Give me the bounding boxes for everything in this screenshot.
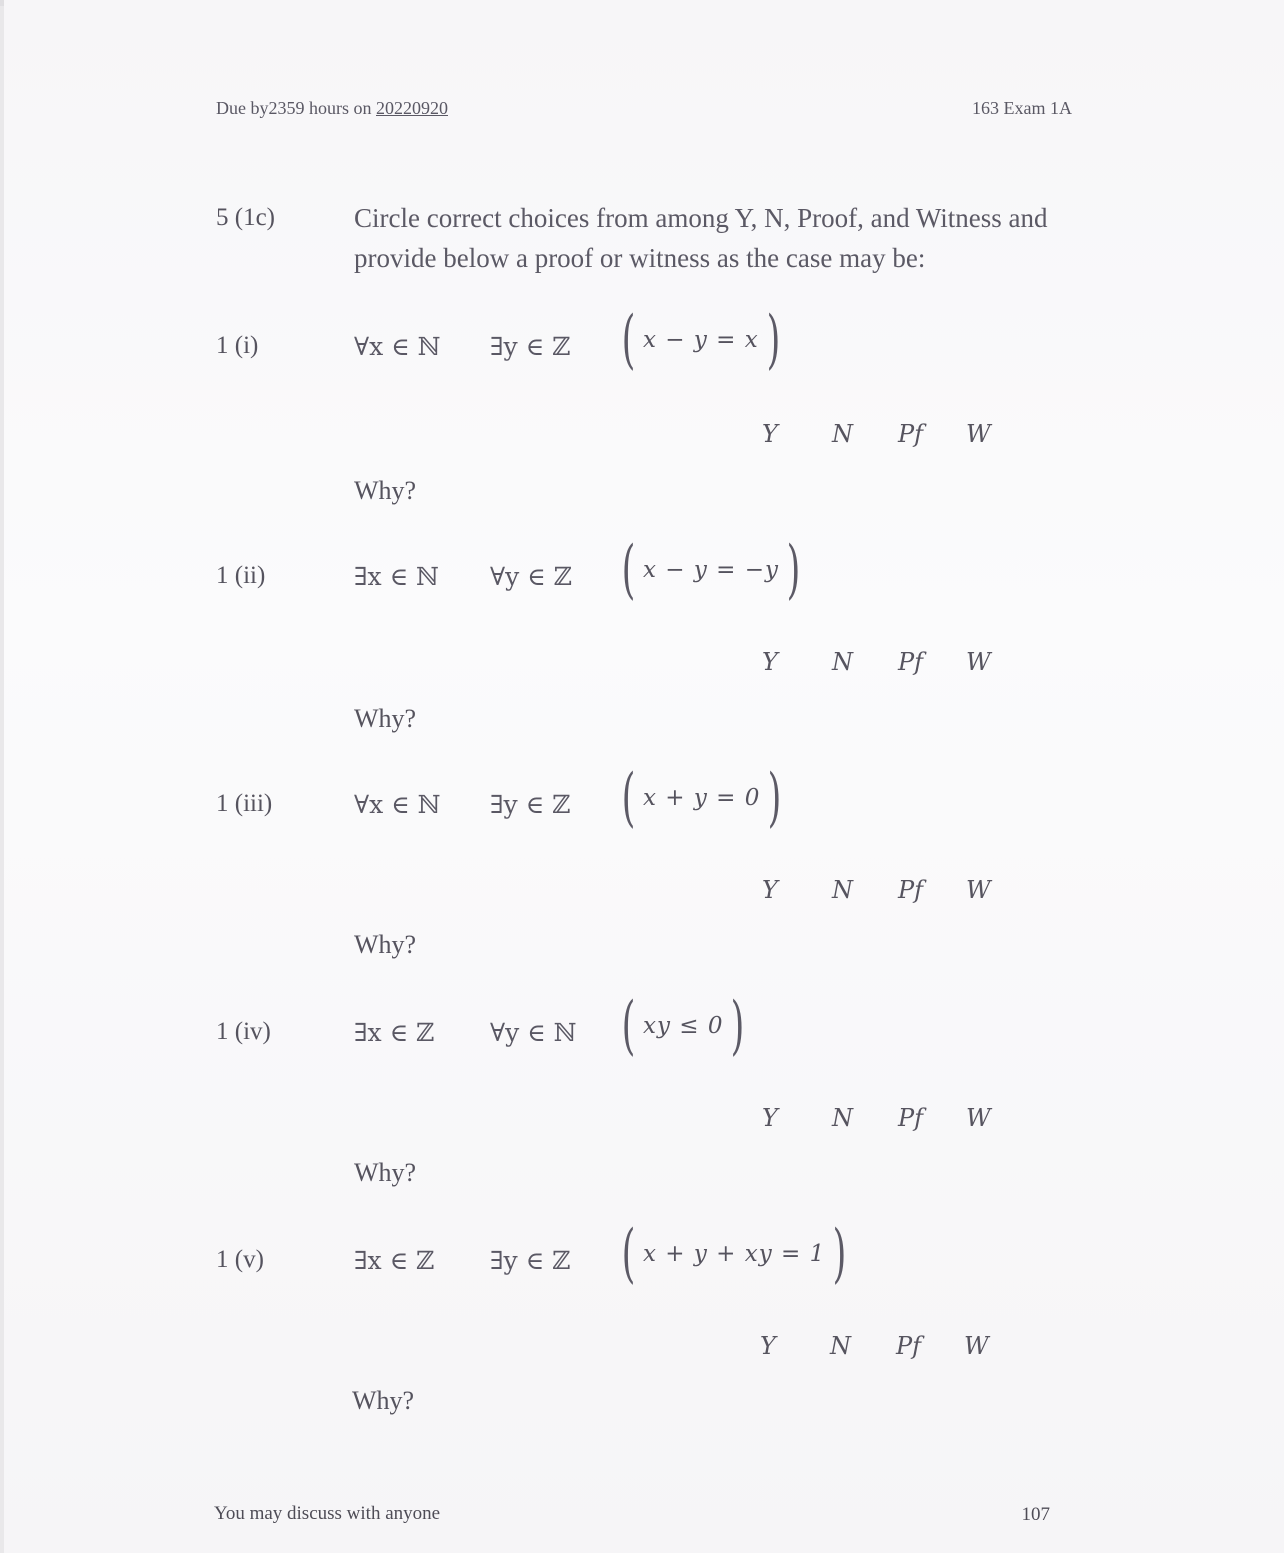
predicate-expression bbox=[616, 1217, 852, 1291]
choice-n[interactable]: N bbox=[832, 876, 853, 904]
choice-n[interactable]: N bbox=[832, 420, 853, 448]
right-paren: ) bbox=[766, 303, 781, 377]
exam-title-header: 163 Exam 1A bbox=[972, 98, 1072, 118]
right-paren: ) bbox=[767, 761, 782, 835]
predicate-expression bbox=[616, 303, 786, 377]
exam-page bbox=[4, 0, 1284, 1553]
predicate-text: x + y = 0 bbox=[642, 785, 761, 811]
left-paren: ( bbox=[621, 533, 636, 607]
section-number: 5 (1c) bbox=[216, 204, 275, 231]
predicate-text: x − y = −y bbox=[642, 557, 779, 583]
choice-pf[interactable]: Pf bbox=[898, 420, 924, 448]
quantifier-1: ∃x ∈ ℕ bbox=[354, 562, 439, 591]
predicate-text: x + y + xy = 1 bbox=[642, 1241, 826, 1267]
right-paren: ) bbox=[731, 989, 745, 1063]
choice-pf[interactable]: Pf bbox=[898, 1104, 924, 1132]
predicate-expression bbox=[616, 761, 787, 835]
why-label: Why? bbox=[354, 1158, 417, 1187]
why-label: Why? bbox=[354, 704, 417, 733]
quantifier-2: ∀y ∈ ℕ bbox=[490, 1018, 577, 1047]
quantifier-2: ∀y ∈ ℤ bbox=[490, 562, 572, 591]
right-paren: ) bbox=[786, 533, 801, 607]
question-number: 1 (iii) bbox=[216, 790, 273, 817]
quantifier-1: ∀x ∈ ℕ bbox=[354, 332, 441, 361]
left-paren: ( bbox=[621, 303, 636, 377]
left-paren: ( bbox=[621, 761, 636, 835]
why-label: Why? bbox=[354, 930, 417, 959]
predicate-text: xy ≤ 0 bbox=[642, 1013, 724, 1039]
quantifier-1: ∃x ∈ ℤ bbox=[354, 1018, 435, 1047]
due-date: 20220920 bbox=[376, 98, 448, 118]
choice-y[interactable]: Y bbox=[762, 876, 778, 904]
why-label: Why? bbox=[352, 1386, 415, 1415]
choice-w[interactable]: W bbox=[966, 876, 991, 904]
choice-n[interactable]: N bbox=[832, 648, 853, 676]
due-prefix: Due by2359 hours on bbox=[216, 98, 376, 118]
quantifier-2: ∃y ∈ ℤ bbox=[490, 1246, 571, 1275]
predicate-expression bbox=[616, 533, 806, 607]
left-paren: ( bbox=[621, 989, 636, 1063]
choice-w[interactable]: W bbox=[966, 1104, 991, 1132]
choice-n[interactable]: N bbox=[830, 1332, 851, 1360]
choice-w[interactable]: W bbox=[966, 648, 991, 676]
choice-n[interactable]: N bbox=[832, 1104, 853, 1132]
quantifier-2: ∃y ∈ ℤ bbox=[490, 332, 571, 361]
choice-pf[interactable]: Pf bbox=[898, 648, 924, 676]
quantifier-2: ∃y ∈ ℤ bbox=[490, 790, 571, 819]
right-paren: ) bbox=[832, 1217, 847, 1291]
choice-y[interactable]: Y bbox=[762, 1104, 778, 1132]
choice-y[interactable]: Y bbox=[760, 1332, 776, 1360]
quantifier-1: ∀x ∈ ℕ bbox=[354, 790, 441, 819]
choice-y[interactable]: Y bbox=[762, 420, 778, 448]
why-label: Why? bbox=[354, 476, 417, 505]
predicate-expression bbox=[616, 989, 750, 1063]
due-date-header bbox=[216, 98, 448, 119]
quantifier-1: ∃x ∈ ℤ bbox=[354, 1246, 435, 1275]
left-paren: ( bbox=[621, 1217, 636, 1291]
footer-note: You may discuss with anyone bbox=[214, 1503, 441, 1524]
choice-pf[interactable]: Pf bbox=[898, 876, 924, 904]
instructions: Circle correct choices from among Y, N, Proof, and Witness and provide below a proof or witness as the case may be: bbox=[354, 203, 1048, 273]
choice-pf[interactable]: Pf bbox=[896, 1332, 922, 1360]
choice-w[interactable]: W bbox=[966, 420, 991, 448]
question-number: 1 (ii) bbox=[216, 562, 266, 589]
choice-y[interactable]: Y bbox=[762, 648, 778, 676]
predicate-text: x − y = x bbox=[642, 327, 759, 353]
page-number: 107 bbox=[1021, 1504, 1050, 1525]
question-number: 1 (v) bbox=[216, 1246, 264, 1273]
choice-w[interactable]: W bbox=[964, 1332, 989, 1360]
question-number: 1 (iv) bbox=[216, 1018, 271, 1045]
question-number: 1 (i) bbox=[216, 332, 259, 359]
